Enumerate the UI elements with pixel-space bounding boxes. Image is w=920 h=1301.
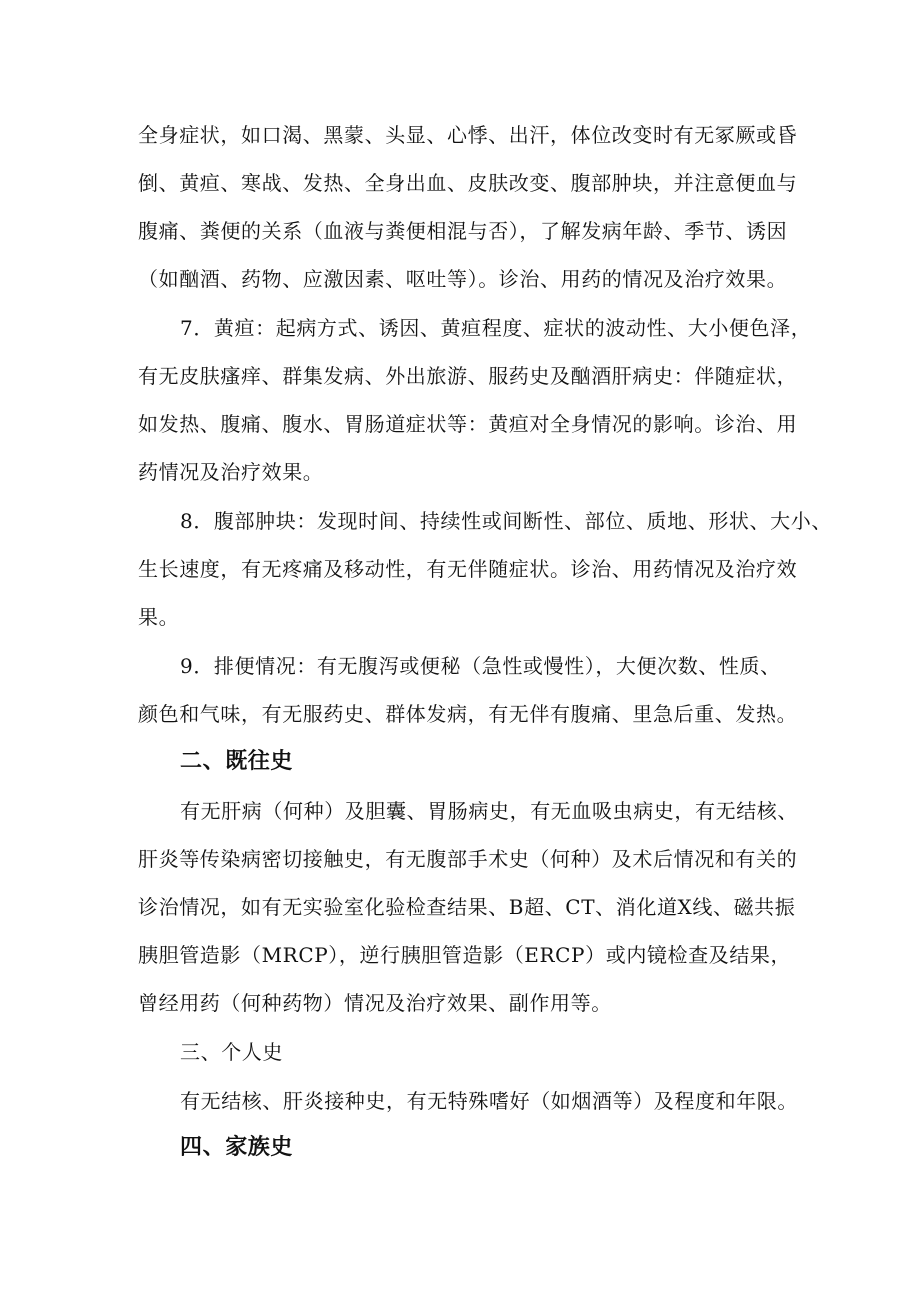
paragraph-line: 诊治情况，如有无实验室化验检查结果、B超、CT、消化道X线、磁共振 (138, 895, 796, 919)
paragraph-line: 有无皮肤瘙痒、群集发病、外出旅游、服药史及酗酒肝病史：伴随症状， (138, 364, 798, 388)
paragraph-line: 9．排便情况：有无腹泻或便秘（急性或慢性），大便次数、性质、 (180, 654, 781, 678)
paragraph-line: 果。 (138, 605, 180, 629)
section-heading-family-history: 四、家族史 (180, 1135, 294, 1160)
paragraph-line: 药情况及治疗效果。 (138, 460, 324, 484)
paragraph-line: 有无肝病（何种）及胆囊、胃肠病史，有无血吸虫病史，有无结核、 (180, 799, 798, 823)
paragraph-line: 8．腹部肿块：发现时间、持续性或间断性、部位、质地、形状、大小、 (180, 509, 832, 533)
paragraph-line: 胰胆管造影（MRCP），逆行胰胆管造影（ERCP）或内镜检查及结果， (138, 943, 792, 967)
paragraph-line: 倒、黄疸、寒战、发热、全身出血、皮肤改变、腹部肿块，并注意便血与 (138, 171, 798, 195)
paragraph-line: （如酗酒、药物、应激因素、呕吐等）。诊治、用药的情况及治疗效果。 (138, 267, 788, 291)
paragraph-line: 7．黄疸：起病方式、诱因、黄疸程度、症状的波动性、大小便色泽， (180, 316, 812, 340)
paragraph-line: 如发热、腹痛、腹水、胃肠道症状等：黄疸对全身情况的影响。诊治、用 (138, 412, 798, 436)
section-heading-past-history: 二、既往史 (180, 749, 294, 774)
paragraph-line: 生长速度，有无疼痛及移动性，有无伴随症状。诊治、用药情况及治疗效 (138, 557, 798, 581)
paragraph-line: 曾经用药（何种药物）情况及治疗效果、副作用等。 (138, 991, 612, 1015)
paragraph-line: 有无结核、肝炎接种史，有无特殊嗜好（如烟酒等）及程度和年限。 (180, 1089, 798, 1113)
paragraph-line: 全身症状，如口渴、黑蒙、头显、心悸、出汗，体位改变时有无冢厥或昏 (138, 123, 798, 147)
paragraph-line: 腹痛、粪便的关系（血液与粪便相混与否），了解发病年龄、季节、诱因 (138, 219, 788, 243)
paragraph-line: 肝炎等传染病密切接触史，有无腹部手术史（何种）及术后情况和有关的 (138, 847, 798, 871)
paragraph-line: 颜色和气味，有无服药史、群体发病，有无伴有腹痛、里急后重、发热。 (138, 702, 798, 726)
section-heading-personal-history: 三、个人史 (180, 1040, 283, 1064)
